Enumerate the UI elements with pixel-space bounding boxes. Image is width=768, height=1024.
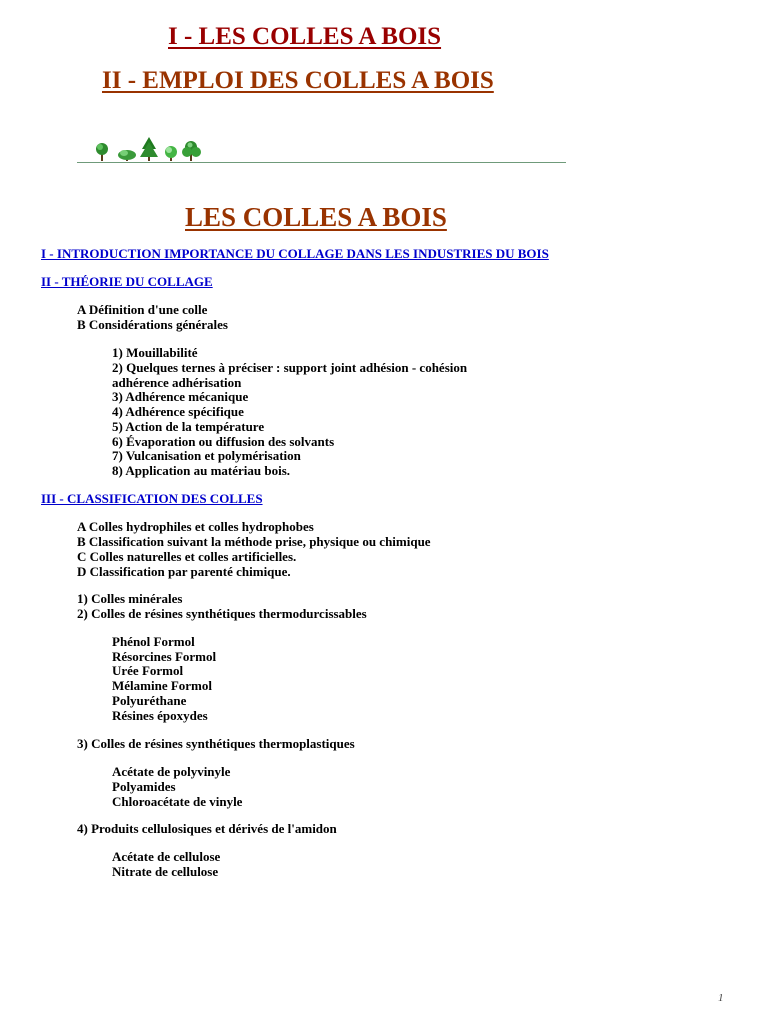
- theory-list-item: adhérence adhérisation: [112, 375, 242, 390]
- classification-numbered-item: 2) Colles de résines synthétiques thermodurcissables: [77, 606, 367, 621]
- trees-decoration-icon: [92, 135, 207, 163]
- theory-list-item: 8) Application au matériau bois.: [112, 463, 291, 478]
- classification-numbered-item: 1) Colles minérales: [77, 591, 183, 606]
- theory-list-item: 6) Évaporation ou diffusion des solvants: [112, 434, 335, 449]
- theory-list-item: 5) Action de la température: [112, 419, 265, 434]
- theory-item-b: B Considérations générales: [77, 317, 228, 332]
- theory-list-item: 4) Adhérence spécifique: [112, 404, 244, 419]
- cellulose-item: Acétate de cellulose: [112, 849, 221, 864]
- page-number: 1: [718, 992, 724, 1004]
- classification-abcd-item: A Colles hydrophiles et colles hydrophobes: [77, 519, 314, 534]
- thermoplastique-item: Acétate de polyvinyle: [112, 764, 231, 779]
- theory-list-item: 2) Quelques ternes à préciser : support joint adhésion - cohésion: [112, 360, 468, 375]
- thermodurcissable-item: Résorcines Formol: [112, 649, 217, 664]
- horizontal-rule: [77, 162, 566, 163]
- thermoplastique-item: Chloroacétate de vinyle: [112, 794, 243, 809]
- thermodurcissable-item: Mélamine Formol: [112, 678, 212, 693]
- section-link-theorie[interactable]: II - THÉORIE DU COLLAGE: [41, 274, 213, 289]
- section-link-classification[interactable]: III - CLASSIFICATION DES COLLES: [41, 491, 263, 506]
- classification-abcd-item: D Classification par parenté chimique.: [77, 564, 291, 579]
- theory-list-item: 3) Adhérence mécanique: [112, 389, 249, 404]
- section-link-introduction[interactable]: I - INTRODUCTION IMPORTANCE DU COLLAGE DANS LES INDUSTRIES DU BOIS: [41, 246, 549, 261]
- main-title[interactable]: LES COLLES A BOIS: [185, 202, 447, 232]
- theory-list-item: 7) Vulcanisation et polymérisation: [112, 448, 301, 463]
- classification-abcd-item: C Colles naturelles et colles artificielles.: [77, 549, 297, 564]
- theory-item-a: A Définition d'une colle: [77, 302, 208, 317]
- title-les-colles-a-bois[interactable]: I - LES COLLES A BOIS: [168, 23, 442, 50]
- classification-numbered-item: 4) Produits cellulosiques et dérivés de l'amidon: [77, 821, 337, 836]
- thermodurcissable-item: Urée Formol: [112, 663, 184, 678]
- classification-abcd-item: B Classification suivant la méthode prise, physique ou chimique: [77, 534, 431, 549]
- title-emploi-des-colles[interactable]: II - EMPLOI DES COLLES A BOIS: [102, 67, 494, 94]
- thermodurcissable-item: Polyuréthane: [112, 693, 187, 708]
- classification-numbered-item: 3) Colles de résines synthétiques thermoplastiques: [77, 736, 355, 751]
- thermodurcissable-item: Phénol Formol: [112, 634, 195, 649]
- thermodurcissable-item: Résines époxydes: [112, 708, 208, 723]
- thermoplastique-item: Polyamides: [112, 779, 176, 794]
- cellulose-item: Nitrate de cellulose: [112, 864, 219, 879]
- theory-list-item: 1) Mouillabilité: [112, 345, 198, 360]
